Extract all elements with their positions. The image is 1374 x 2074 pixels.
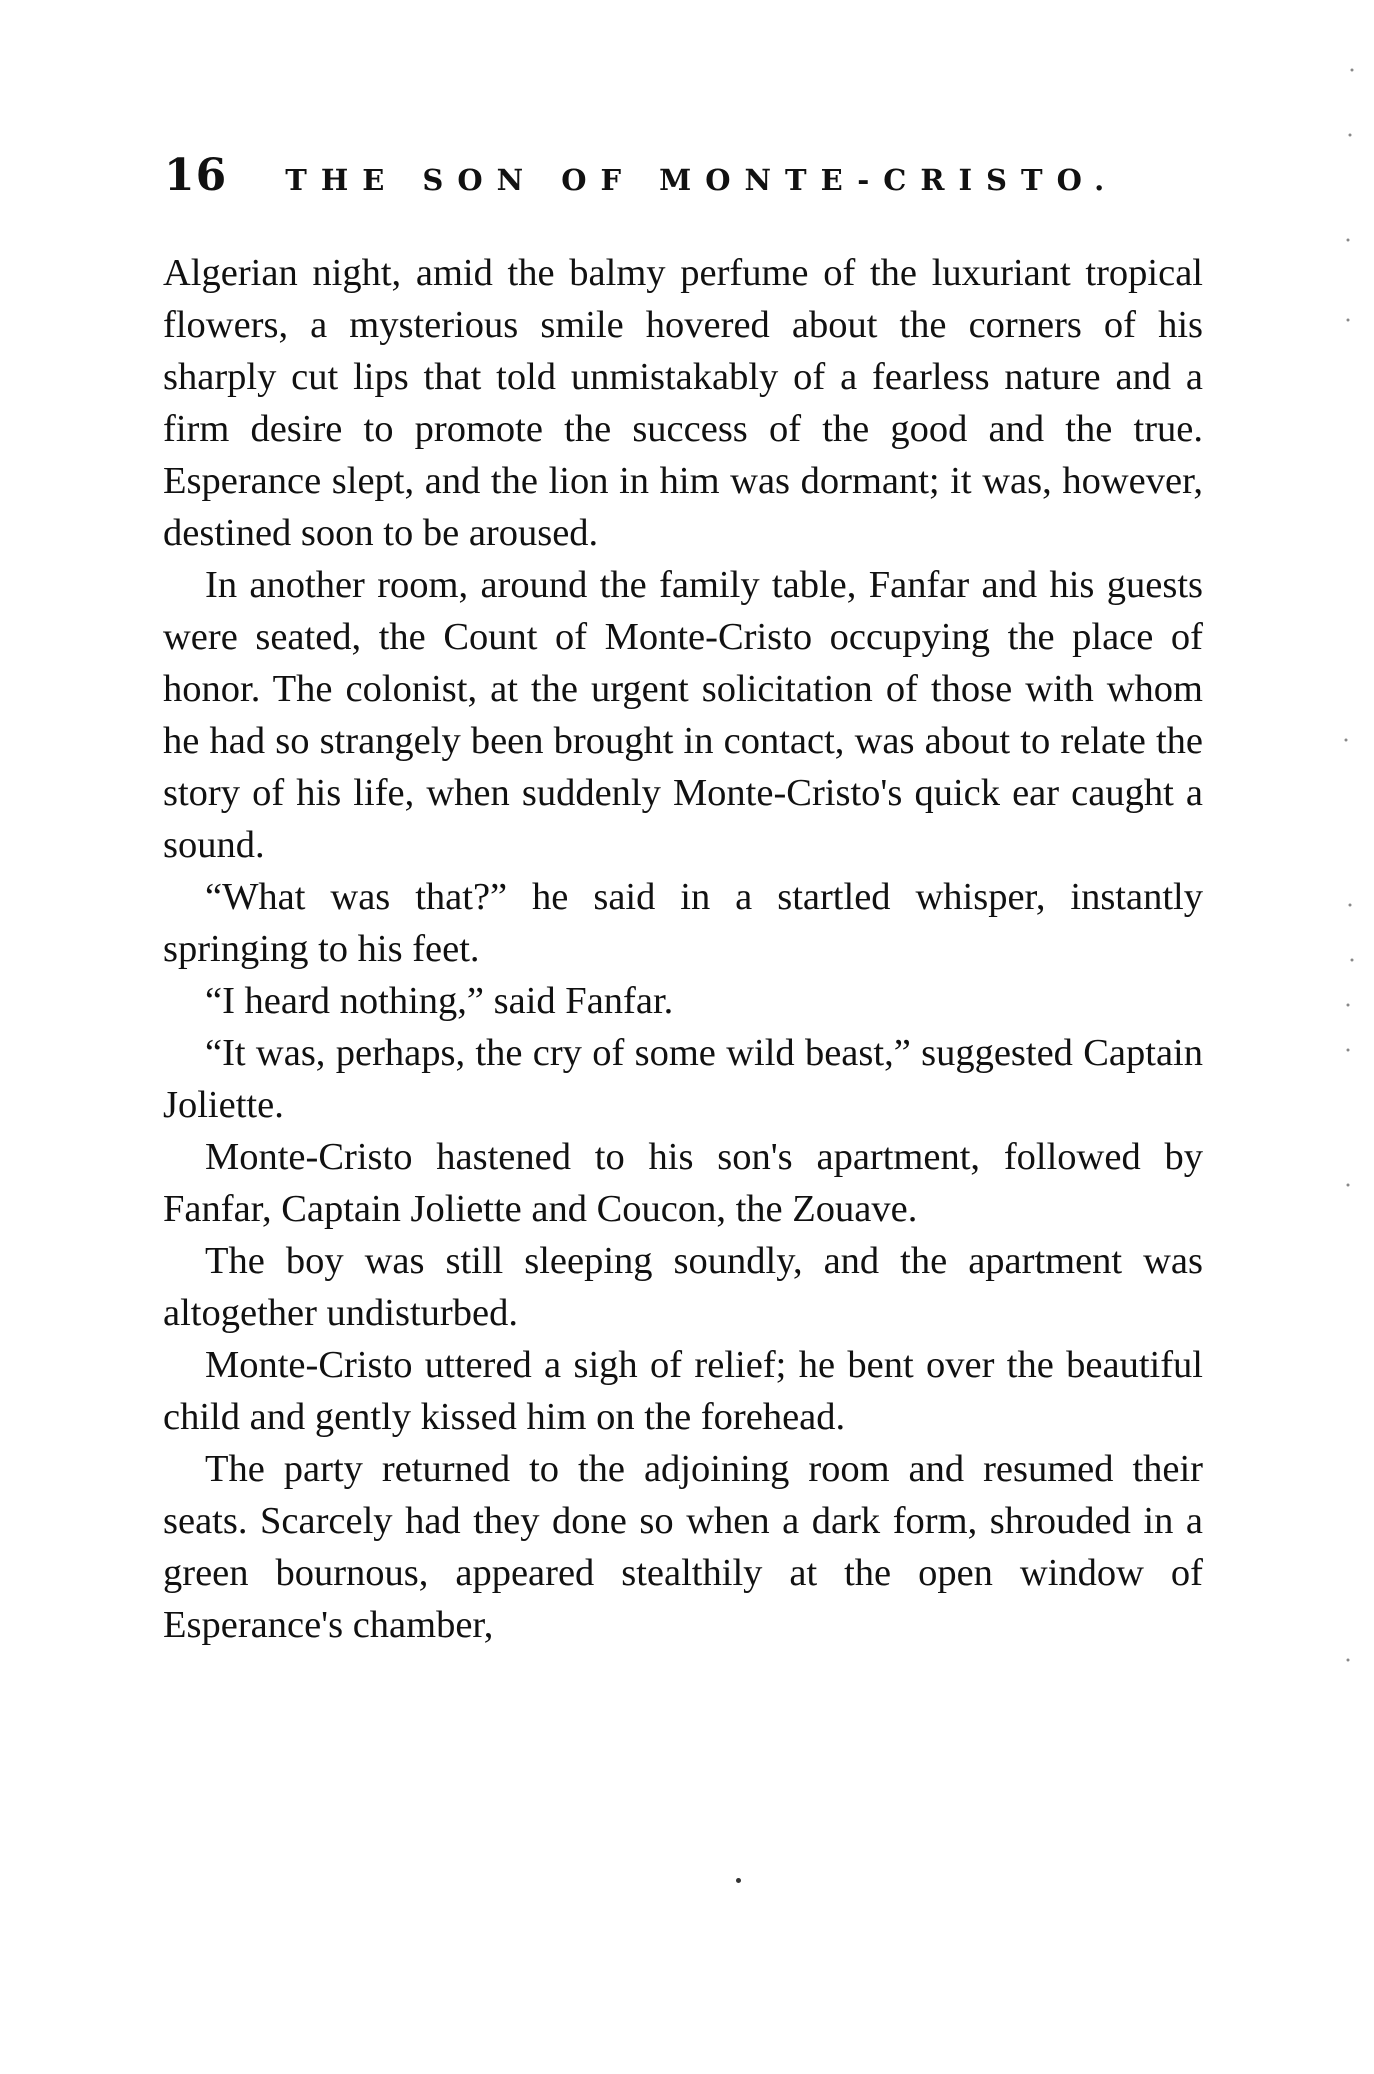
margin-specks <box>1334 0 1374 2074</box>
paragraph-1: Algerian night, amid the balmy perfume of the luxuriant tropical flowers, a mysterious smile hovered about the corners of his sharply cut lips that told unmistakably of a fearless nature and a firm desire to promote the success of the good and the true. Esperance slept, and the lion in him was dormant; it was, however, destined soon to be aroused. <box>163 252 1203 554</box>
body-text <box>163 247 1203 1651</box>
margin-speck <box>1347 1049 1350 1052</box>
margin-speck <box>1347 239 1350 242</box>
paragraph-7: The boy was still sleeping soundly, and the apartment was altogether undisturbed. <box>163 1240 1203 1334</box>
paragraph-3: “What was that?” he said in a startled whisper, instantly springing to his feet. <box>163 876 1203 970</box>
page-number: 16 <box>164 150 228 201</box>
paragraph-4: “I heard nothing,” said Fanfar. <box>205 980 674 1022</box>
margin-speck <box>1349 134 1352 137</box>
print-speck <box>736 1878 741 1883</box>
paragraph-6: Monte-Cristo hastened to his son's apartment, followed by Fanfar, Captain Joliette and Coucon, the Zouave. <box>163 1136 1203 1230</box>
paragraph-5: “It was, perhaps, the cry of some wild beast,” suggested Captain Joliette. <box>163 1032 1203 1126</box>
paragraph-8: Monte-Cristo uttered a sigh of relief; he bent over the beautiful child and gently kissed him on the forehead. <box>163 1344 1203 1438</box>
paragraph-9: The party returned to the adjoining room and resumed their seats. Scarcely had they done so when a dark form, shrouded in a green bournous, appeared stealthily at the open window of Esperance's chamber, <box>163 1448 1203 1646</box>
running-title: THE SON OF MONTE-CRISTO. <box>285 163 1119 197</box>
margin-speck <box>1347 1659 1350 1662</box>
margin-speck <box>1347 1004 1350 1007</box>
paragraph-2: In another room, around the family table, Fanfar and his guests were seated, the Count of Monte-Cristo occupying the place of honor. The colonist, at the urgent solicitation of those with whom he had so strangely been brought in contact, was about to relate the story of his life, when suddenly Monte-Cristo's quick ear caught a sound. <box>163 564 1203 866</box>
margin-speck <box>1347 1184 1350 1187</box>
page-header <box>164 150 1204 210</box>
margin-speck <box>1349 904 1352 907</box>
margin-speck <box>1351 959 1354 962</box>
margin-speck <box>1347 319 1350 322</box>
margin-speck <box>1345 739 1348 742</box>
margin-speck <box>1351 69 1354 72</box>
